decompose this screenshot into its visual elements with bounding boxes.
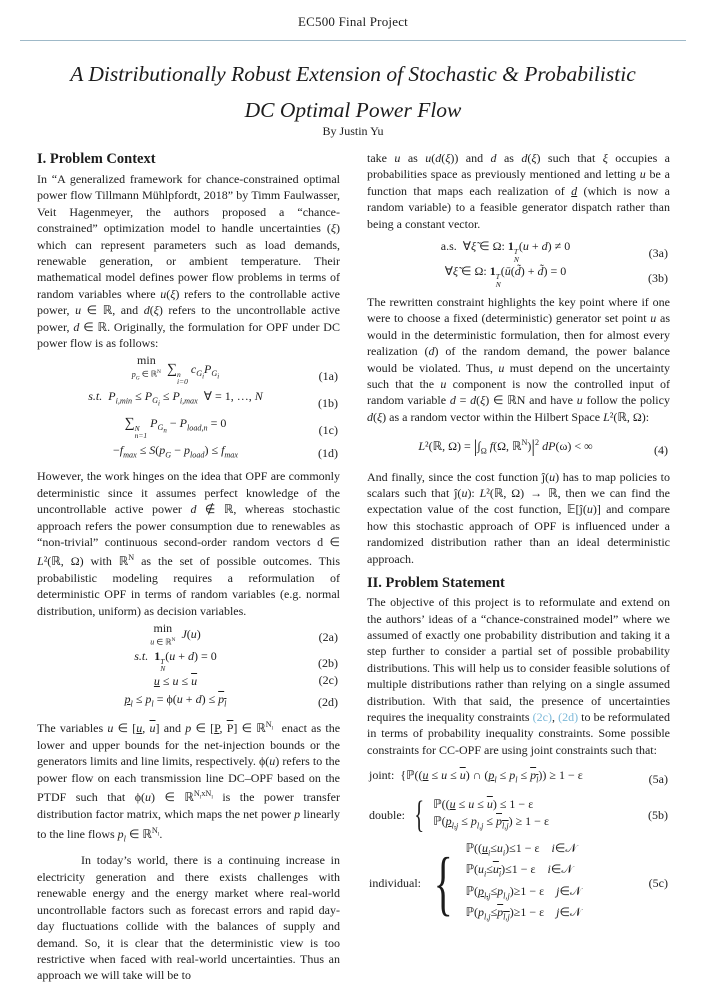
equation-1b [37, 387, 340, 414]
paragraph-variables: The variables u ∈ [u, $\overline{u}$] and p ∈ [P, $\overline{P}$] ∈ ℝ$^{N_l}$ enact as the lower and upper bounds for the net-injection bounds or the generators limits and line limits, respectively. ϕ(u) refers to the power flow on each transmission line DC–OPF based on the PTDF such that ϕ(u) ∈ ℝ$^{N_lxN_l}$ is the power transfer distribution factor matrix, which maps the net power p linearly to the line flows $p_l$ ∈ ℝ$^{N_l}$. [37, 719, 341, 844]
equation-group-4 [367, 433, 670, 460]
paragraph-objective: The objective of this project is to reformulate and extend on the authors’ ideas of a “chance-constrained model” where we assumed of exactly one probability distribution and taking it a step further to consider a partial set of possible probability distributions. This will help us to consider feasible solutions of multiple distributions rather than relying on a single assumed distribution. With that said, the presence of uncertainties requires the inequality constraints (2c), (2d) to be reformulated in terms of probability inequality constraints. Some possible constraints for CC-OPF are using joint constraints such that: [367, 595, 670, 757]
equation-number: (1d) [318, 446, 338, 461]
equation-number: (3a) [648, 246, 668, 261]
equation-number: (3b) [648, 271, 668, 286]
equation-2c [37, 673, 340, 690]
paragraph-todays-world: In today’s world, there is a continuing increase in electricity generation and there exists challenges with renewable energy and the energy market where real-world uncontrollable factors such as forecast errors and rapid day-day fluctuations collide with the balances of supply and demand. So, it is clear that the deterministic view is too restrictive when faced with real-world uncertainties. Thus an approach we will take will be to [37, 853, 340, 983]
equation-1d [37, 441, 340, 464]
equation-body: ∑ N n=1 $P_{G_n} - P_{load,n} = 0$ [124, 415, 227, 441]
equation-lines [433, 796, 549, 834]
paragraph-stochastic: However, the work hinges on the idea that OPF are commonly deterministic since it assumes perfect knowledge of the uncontrollable active power d ∉ ℝ, whereas stochastic approach refers the power consumption due to renewables as “non-trivial” continuous second-order random vectors d ∈ L²(ℝ, Ω) with ℝ$^N$ as the set of possible outcomes. This probabilistic modeling requires a reformulation of deterministic OPF in terms of random variables (e.g. normal distribution, uniform) as decision variables. [37, 469, 340, 618]
paragraph-intro: In “A generalized framework for chance-constrained optimal power flow Tillmann Mühlpfordt, 2018” by Timm Faulwasser, Veit Hagenmeyer, the authors proposed a “chance-constrained” optimization model to handle uncertainties (ξ) which can represent parameters such as load demands, renewable generation, or ambient temperature. Their mathematical model defines power flow problems in terms of random variables where u(ξ) refers to the controllable active power, u ∈ ℝ, and d(ξ) refers to the uncontrollable active power, d ∈ ℝ. Originally, the formulation for OPF under DC power flow is as follows: [37, 172, 340, 351]
equation-group-2 [37, 620, 340, 713]
equation-body: s.t. 1 T N (u + d) = 0 [134, 648, 217, 674]
equation-label: double: [369, 807, 405, 822]
equation-label: individual: [369, 875, 421, 890]
paragraph-cost-function: And finally, since the cost function ĵ(u) has to map policies to scalars such that ĵ(u): L²(ℝ, Ω) → ℝ, then we can find the expectation value of the cost function, 𝔼[ĵ(u)] and compare how this stochastic approach of OPF is influenced under a randomized distribution rather than an ideal deterministic approach. [367, 469, 671, 566]
equation-5a [367, 766, 670, 789]
equation-5c [367, 840, 670, 926]
equation-body: a.s. ∀ξ̃ ∈ Ω: 1 T N (u + d) ≠ 0 [440, 239, 571, 264]
ref-2c-link[interactable]: (2c) [532, 709, 552, 724]
equation-body: s.t. $P_{i,min} \le P_{G_i} \le P_{i,max}$ ∀ = 1, …, N [88, 388, 263, 408]
equation-number: (1a) [318, 368, 338, 383]
equation-number: (5b) [648, 807, 668, 822]
paper-title [0, 56, 706, 128]
equation-4 [367, 433, 670, 460]
equation-3a [367, 238, 670, 263]
equation-body: $p_l \le p_l = \phi(u + d) \le p_l$ [124, 691, 227, 708]
equation-number: (1b) [318, 395, 338, 410]
equation-number: (4) [654, 442, 668, 457]
equation-1a [37, 355, 340, 386]
equation-group-3 [367, 238, 670, 288]
equation-body: min u ∈ ℝ$^N$ J(u) [150, 620, 201, 647]
equation-body: $ℙ(p_{l,j}\le p_{l,j})\ge 1 - \varepsilon$ j∈𝒩 [465, 883, 582, 901]
equation-number: (2a) [318, 629, 338, 644]
left-brace: { [414, 793, 425, 836]
equation-number: (2b) [318, 655, 338, 670]
equation-body: $ℙ(p_{l,j}\le p_{l,j})\ge 1 - \varepsilon$ j∈𝒩 [465, 905, 582, 922]
ref-2d-link[interactable]: (2d) [558, 709, 579, 724]
equation-body: $ℙ(u_i\le u_i)\le 1 - \varepsilon$ i∈𝒩 [465, 862, 573, 879]
equation-body: $ℙ((u_i\le u_i)\le 1 - \varepsilon$ i∈𝒩 [465, 840, 577, 858]
equation-lines [466, 840, 582, 926]
equation-body: ℙ((u ≤ $u \le \overline{u}) \le 1 - \varepsilon$ [433, 796, 534, 811]
equation-body: ∀ξ̃ ∈ Ω: 1 T N (ū(d̃) + d̃) = 0 [444, 264, 567, 289]
equation-2b [37, 648, 340, 673]
equation-body: $u \le u \le \overline{u}$ [153, 673, 198, 688]
equation-group-1 [37, 355, 340, 464]
equation-body: min $p_G$ ∈ ℝ$^N$ ∑ n i=0 $c_{G_i}P_{G_i}$ [131, 353, 220, 387]
equation-body: L²(ℝ, $\Omega) = |\int_\Omega$ f(Ω, $ℝ^N)|^2$ dP(ω) < ∞ [418, 436, 593, 457]
equation-body: {ℙ((u ≤ $u \le \overline{u}$) ∩ $(p_l \le p_l \le p_l)) \ge 1 - \varepsilon$ [400, 768, 583, 785]
paragraph-policy: take u as u(d(ξ)) and d as d(ξ) such that ξ occupies a probabilities space as previously mentioned and letting u be a function that maps each realization of d (which is now a random variable) to a feasible generator dispatch rather than being a constant vector. [367, 151, 671, 231]
equation-number: (2c) [318, 672, 338, 687]
section-heading-problem-statement: II. Problem Statement [367, 575, 505, 592]
equation-body: $ℙ(p_{l,j} \le p_{l,j} \le p_{l,j}) \ge 1 - \varepsilon$ [433, 813, 549, 830]
left-column [37, 150, 340, 984]
equation-label: joint: [369, 768, 395, 783]
equation-number: (1c) [318, 422, 338, 437]
equation-number: (5c) [648, 875, 668, 890]
equation-1c [37, 414, 340, 441]
equation-number: (2d) [318, 694, 338, 709]
paper-title-line1: A Distributionally Robust Extension of Stochastic & Probabilistic [70, 62, 636, 86]
section-heading-problem-context: I. Problem Context [37, 151, 156, 167]
header-rule [20, 40, 686, 41]
left-brace: { [433, 842, 453, 923]
equation-5b [367, 793, 670, 836]
equation-3b [367, 263, 670, 288]
equation-2a [37, 620, 340, 648]
equation-2d [37, 690, 340, 713]
running-header: EC500 Final Project [298, 14, 408, 29]
equation-number: (5a) [648, 771, 668, 786]
paragraph-rewritten-constraint: The rewritten constraint highlights the key point where if one were to choose a fixed (deterministic) generator set point u as would in the deterministic formulation, then for almost every realization (d) of the random demand, the power balance would be violated. Thus, u must depend on the uncertainty such that the u component is now the controlled input of random variable d = d(ξ) ∈ ℝN and have u follow the policy d(ξ) as a random vector within the Hilbert Space L²(ℝ, Ω): [367, 295, 671, 424]
paper-title-line2: DC Optimal Power Flow [244, 98, 462, 122]
byline: By Justin Yu [322, 124, 384, 138]
equation-body: $-f_{max} \le S(p_G - p_{load}) \le f_{max}$ [112, 442, 239, 460]
right-column [367, 150, 670, 932]
